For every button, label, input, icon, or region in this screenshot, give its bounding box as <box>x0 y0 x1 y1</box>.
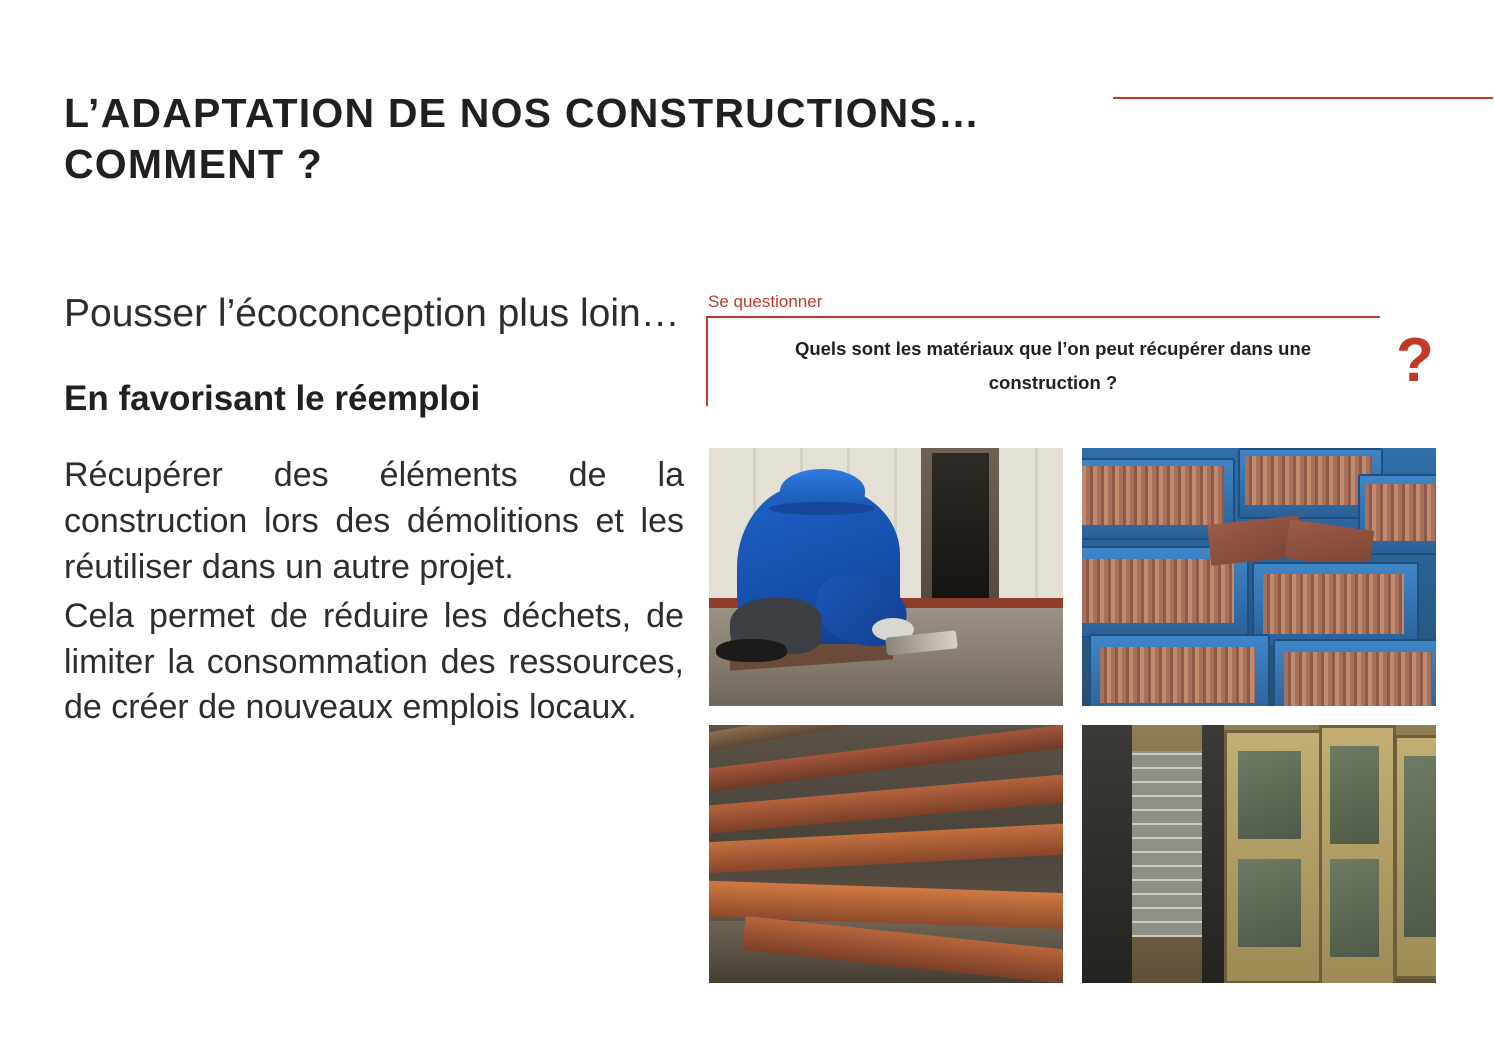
photo2-tiles <box>1284 652 1433 706</box>
question-mark-icon: ? <box>1396 326 1434 395</box>
photo4-wired-window <box>1132 751 1203 937</box>
photo2-tiles <box>1263 574 1405 633</box>
body-paragraph-2: Cela permet de réduire les déchets, de limiter la consommation des ressources, de créer de nouveaux emplois locaux. <box>64 597 684 727</box>
photo2-tiles <box>1100 647 1256 704</box>
photo2-tiles <box>1082 559 1234 624</box>
question-callout <box>706 292 1380 406</box>
photo-grid <box>709 448 1436 988</box>
section-subheading: En favorisant le réemploi <box>64 379 481 419</box>
body-paragraph-1: Récupérer des éléments de la construction lors des démolitions et les réutiliser dans un autre projet. <box>64 456 684 586</box>
left-content-column <box>64 288 684 735</box>
photo4-post <box>1082 725 1132 983</box>
photo1-worker-shoe <box>716 639 787 662</box>
photo-worker-removing-tiles <box>709 448 1063 706</box>
right-content-column <box>706 292 1436 406</box>
photo2-tiles <box>1245 456 1372 505</box>
lead-text: Pousser l’écoconception plus loin… <box>64 292 680 335</box>
callout-label: Se questionner <box>708 292 830 312</box>
photo4-door-glass <box>1330 859 1380 957</box>
title-block <box>64 88 1094 191</box>
photo-steel-beams <box>709 725 1063 983</box>
photo-crates-of-salvaged-tiles <box>1082 448 1436 706</box>
photo4-post <box>1202 725 1223 983</box>
photo4-door-glass <box>1404 756 1436 937</box>
photo-wooden-doors <box>1082 725 1436 983</box>
photo4-door-glass <box>1238 859 1302 947</box>
photo2-tiles <box>1365 484 1436 541</box>
title-accent-rule <box>1113 97 1493 99</box>
photo4-door-glass <box>1238 751 1302 839</box>
photo1-door-opening <box>932 453 989 608</box>
callout-question: Quels sont les matériaux que l’on peut récupérer dans une construction ? <box>794 338 1312 394</box>
page-title: L’ADAPTATION DE NOS CONSTRUCTIONS… COMMENT ? <box>64 90 981 188</box>
photo2-tiles <box>1082 466 1224 525</box>
photo4-door-glass <box>1330 746 1380 844</box>
